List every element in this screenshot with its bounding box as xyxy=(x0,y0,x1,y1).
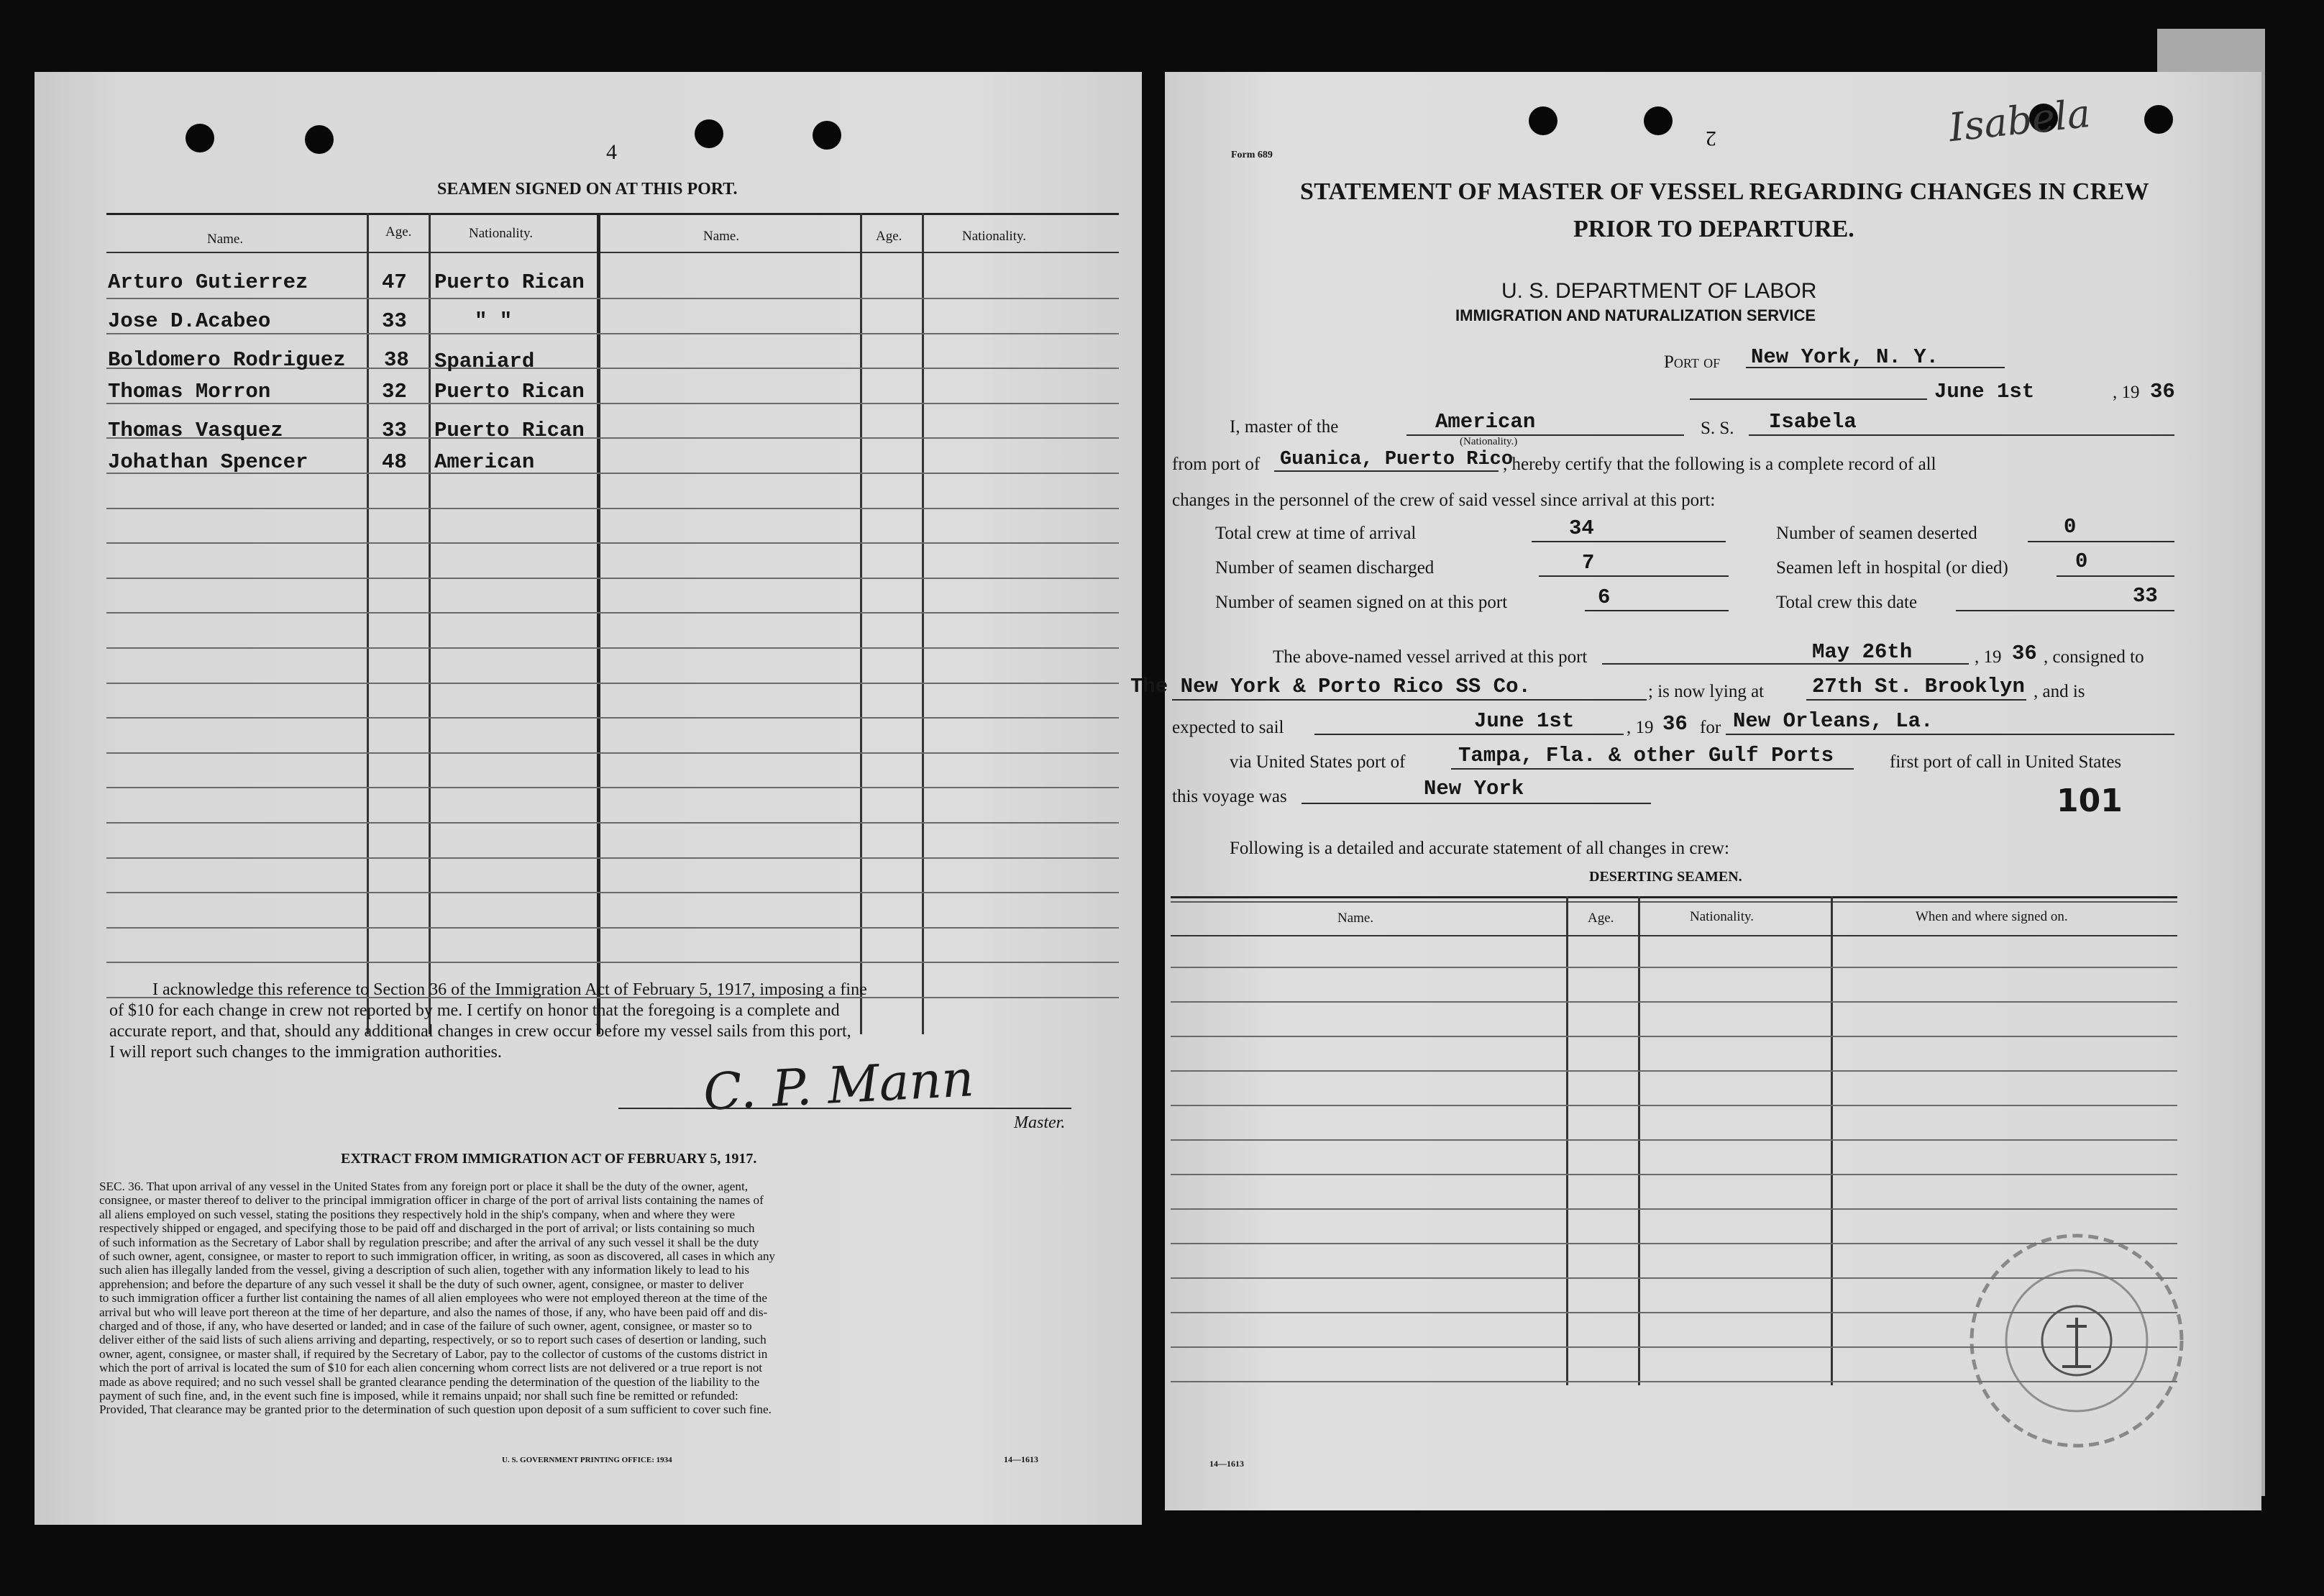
seaman-nationality: Spaniard xyxy=(434,350,535,373)
seaman-nationality: American xyxy=(434,450,535,474)
table-row-rule xyxy=(106,927,1119,929)
table-row-rule xyxy=(1171,1208,2177,1210)
deserting-table-top-inner xyxy=(1171,901,2177,903)
seaman-name: Boldomero Rodriguez xyxy=(108,348,346,372)
column-header-when-where: When and where signed on. xyxy=(1916,909,2068,924)
discharged-line xyxy=(1539,575,1729,577)
table-row-rule xyxy=(106,683,1119,684)
column-header-age: Age. xyxy=(1588,911,1614,926)
total-today-value: 33 xyxy=(2133,584,2158,608)
destination: New Orleans, La. xyxy=(1733,709,1934,733)
signature-line xyxy=(618,1108,1071,1109)
table-top-rule xyxy=(106,213,1119,215)
seaman-age: 38 xyxy=(384,348,409,372)
column-header-nationality: Nationality. xyxy=(469,226,533,241)
table-row-rule xyxy=(106,787,1119,788)
lying-label: ; is now lying at xyxy=(1648,682,1765,701)
expected-line xyxy=(1314,734,1624,735)
seaman-name: Thomas Vasquez xyxy=(108,419,283,442)
arrived-year-prefix: , 19 xyxy=(1975,647,2002,667)
arrived-year: 36 xyxy=(2012,642,2037,665)
master-of-the-label: I, master of the xyxy=(1230,417,1339,437)
table-row-rule xyxy=(106,508,1119,509)
column-divider xyxy=(597,213,600,1034)
corner-note: Isabela xyxy=(1946,90,2092,151)
deserting-table-top xyxy=(1171,896,2177,898)
punch-hole xyxy=(1644,106,1673,135)
stamp-number: 101 xyxy=(2057,783,2123,819)
seaman-name: Thomas Morron xyxy=(108,380,271,403)
following-text: Following is a detailed and accurate statement of all changes in crew: xyxy=(1230,839,1729,858)
lying-value: 27th St. Brooklyn xyxy=(1812,675,2025,698)
extract-line: such alien has illegally landed from the vessel, giving a description of such alien, together with any information likely to lead to his xyxy=(99,1263,750,1277)
vessel-line xyxy=(1749,434,2174,436)
this-voyage-label: this voyage was xyxy=(1172,787,1287,806)
punch-hole xyxy=(1529,106,1557,135)
department: U. S. DEPARTMENT OF LABOR xyxy=(1501,279,1817,303)
acknowledgment-line: I acknowledge this reference to Section 36 of the Immigration Act of February 5, 1917, imposing a fine xyxy=(152,980,867,999)
seaman-name: Arturo Gutierrez xyxy=(108,270,308,294)
column-header-name: Name. xyxy=(207,232,244,247)
and-is-label: , and is xyxy=(2034,682,2085,701)
section-title: SEAMEN SIGNED ON AT THIS PORT. xyxy=(437,180,738,199)
consignee: The New York & Porto Rico SS Co. xyxy=(1130,675,1531,698)
total-crew-value: 34 xyxy=(1569,516,1594,540)
nationality-value: American xyxy=(1435,410,1536,434)
column-divider xyxy=(860,213,862,1034)
seaman-nationality: Puerto Rican xyxy=(434,380,585,403)
arrived-label: The above-named vessel arrived at this port xyxy=(1273,647,1588,667)
voyage-line xyxy=(1301,803,1651,804)
signed-on-label: Number of seamen signed on at this port xyxy=(1215,593,1508,612)
expected-label: expected to sail xyxy=(1172,718,1284,737)
arrived-line xyxy=(1602,663,1969,665)
via-label: via United States port of xyxy=(1230,752,1406,772)
punch-hole xyxy=(813,121,841,150)
extract-line: payment of such fine, and, in the event such fine is imposed, while it remains unpaid; nor shall such fine be remitted or refunded: xyxy=(99,1389,738,1403)
column-header-nationality: Nationality. xyxy=(962,229,1026,244)
extract-line: consignee, or master thereof to deliver to the principal immigration officer in charge of the port of arrival lists containing the names of xyxy=(99,1193,764,1208)
page-mark: 2 xyxy=(1706,127,1716,150)
port-label: Port of xyxy=(1664,352,1721,372)
changes-text: changes in the personnel of the crew of said vessel since arrival at this port: xyxy=(1172,491,1716,510)
column-header-age: Age. xyxy=(876,229,902,244)
lying-line xyxy=(1806,699,2026,701)
via-value: Tampa, Fla. & other Gulf Ports xyxy=(1458,744,1834,767)
acknowledgment-line: I will report such changes to the immigration authorities. xyxy=(109,1043,502,1062)
table-row-rule xyxy=(1171,1105,2177,1106)
right-page xyxy=(1130,72,2261,1510)
form-title: STATEMENT OF MASTER OF VESSEL REGARDING CHANGES IN CREW xyxy=(1300,178,2149,205)
table-row-rule xyxy=(106,298,1119,299)
master-signature: C. P. Mann xyxy=(702,1049,976,1122)
extract-line: of such information as the Secretary of Labor shall by regulation prescribe; and after the arrival of any such vessel it shall be the duty xyxy=(99,1235,759,1249)
form-code: 14—1613 xyxy=(1209,1459,1244,1469)
first-port-label: first port of call in United States xyxy=(1890,752,2122,772)
deserted-value: 0 xyxy=(2064,515,2077,539)
sail-year-prefix: , 19 xyxy=(1627,718,1654,737)
column-header-name: Name. xyxy=(703,229,740,244)
signature-label: Master. xyxy=(1014,1113,1066,1132)
port-value: New York, N. Y. xyxy=(1751,345,1939,369)
table-row-rule xyxy=(106,612,1119,614)
stamp-mark xyxy=(2062,1318,2091,1367)
extract-line: which the port of arrival is located the sum of $10 for each alien concerning whom correct lists are not delivered or a true report is not xyxy=(99,1361,763,1375)
for-label: for xyxy=(1700,718,1721,737)
table-header-rule xyxy=(106,252,1119,253)
total-today-label: Total crew this date xyxy=(1776,593,1918,612)
extract-line: Provided, That clearance may be granted prior to the determination of such question upon deposit of a sum sufficient to cover such fine. xyxy=(99,1403,772,1417)
from-port-label: from port of xyxy=(1172,455,1261,474)
signed-on-value: 6 xyxy=(1598,585,1611,609)
discharged-label: Number of seamen discharged xyxy=(1215,558,1435,578)
table-row-rule xyxy=(106,647,1119,649)
deserted-label: Number of seamen deserted xyxy=(1776,524,1977,543)
certify-text: , hereby certify that the following is a complete record of all xyxy=(1503,455,1936,474)
date-year-prefix: , 19 xyxy=(2113,383,2140,402)
punch-hole xyxy=(695,119,723,148)
form-code: 14—1613 xyxy=(1004,1454,1038,1464)
table-row-rule xyxy=(1171,1174,2177,1175)
punch-hole xyxy=(305,125,334,154)
column-header-nationality: Nationality. xyxy=(1690,909,1754,924)
table-row-rule xyxy=(106,542,1119,544)
extract-line: SEC. 36. That upon arrival of any vessel in the United States from any foreign port or place it shall be the duty of the owner, agent, xyxy=(99,1180,749,1193)
punch-hole xyxy=(2144,105,2173,134)
seaman-nationality: Puerto Rican xyxy=(434,419,585,442)
seaman-age: 47 xyxy=(382,270,407,294)
nationality-line xyxy=(1406,434,1684,436)
table-row-rule xyxy=(1171,1139,2177,1141)
extract-line: respectively shipped or engaged, and specifying those to be paid off and discharged in the port of arrival; or lists containing so much xyxy=(99,1221,755,1236)
seaman-age: 33 xyxy=(382,309,407,333)
deserted-line xyxy=(2028,541,2174,542)
left-page xyxy=(35,72,1142,1525)
table-row-rule xyxy=(1171,1001,2177,1003)
voyage-value: New York xyxy=(1424,777,1524,801)
discharged-value: 7 xyxy=(1582,551,1595,575)
column-divider xyxy=(922,213,924,1034)
column-divider xyxy=(367,213,369,1034)
extract-title: EXTRACT FROM IMMIGRATION ACT OF FEBRUARY 5, 1917. xyxy=(341,1151,757,1167)
from-port-value: Guanica, Puerto Rico xyxy=(1280,449,1514,470)
destination-line xyxy=(1726,734,2174,735)
service: IMMIGRATION AND NATURALIZATION SERVICE xyxy=(1455,306,1816,324)
table-row-rule xyxy=(1171,1036,2177,1037)
seaman-nationality: Puerto Rican xyxy=(434,270,585,294)
total-today-line xyxy=(1956,610,2174,611)
total-crew-label: Total crew at time of arrival xyxy=(1215,524,1417,543)
via-line xyxy=(1451,768,1854,770)
column-header-age: Age. xyxy=(385,224,412,240)
seaman-name: Johathan Spencer xyxy=(108,450,308,474)
table-row-rule xyxy=(1171,967,2177,968)
acknowledgment-line: accurate report, and that, should any additional changes in crew occur before my vessel sails from this port, xyxy=(109,1022,851,1041)
hospital-value: 0 xyxy=(2075,550,2088,573)
hospital-label: Seamen left in hospital (or died) xyxy=(1776,558,2008,578)
table-row-rule xyxy=(106,578,1119,579)
seaman-nationality: " " xyxy=(475,309,513,333)
table-row-rule xyxy=(106,717,1119,719)
immigration-stamp xyxy=(1962,1226,2192,1456)
extract-line: made as above required; and no such vessel shall be granted clearance pending the determination of the question of the liability to the xyxy=(99,1374,760,1389)
hospital-line xyxy=(2057,575,2174,577)
extract-line: apprehension; and before the departure of any such vessel it shall be the duty of such owner, agent, consignee, or master to deliver xyxy=(99,1277,744,1291)
arrived-date: May 26th xyxy=(1812,640,1913,664)
seaman-name: Jose D.Acabeo xyxy=(108,309,271,333)
extract-line: of such owner, agent, consignee, or master to report to such immigration officer, in writing, as soon as discovered, all cases in which any xyxy=(99,1249,776,1263)
table-row-rule xyxy=(106,752,1119,754)
date-line xyxy=(1690,398,1927,400)
from-port-line xyxy=(1274,470,1499,472)
sail-year: 36 xyxy=(1662,712,1688,736)
ss-label: S. S. xyxy=(1701,419,1734,438)
table-row-rule xyxy=(106,857,1119,859)
table-row-rule xyxy=(106,892,1119,893)
vessel-name: Isabela xyxy=(1769,410,1857,434)
punch-hole xyxy=(186,124,214,152)
extract-line: all aliens employed on such vessel, stating the positions they respectively hold in the ship's company, when and where they were xyxy=(99,1207,736,1221)
column-divider xyxy=(429,213,431,1034)
extract-line: deliver either of the said lists of such aliens arriving and departing, respectively, or so to report such cases of desertion or landing, such xyxy=(99,1333,767,1347)
page-number: 4 xyxy=(606,140,617,164)
date-year: 36 xyxy=(2150,380,2175,403)
column-header-name: Name. xyxy=(1337,911,1374,926)
extract-line: to such immigration officer a further list containing the names of all alien employees who were not employed thereon at the time of the xyxy=(99,1291,767,1305)
seaman-age: 33 xyxy=(382,419,407,442)
form-number: Form 689 xyxy=(1231,150,1273,160)
form-title-line2: PRIOR TO DEPARTURE. xyxy=(1573,216,1854,242)
sail-date: June 1st xyxy=(1474,709,1575,733)
seaman-age: 32 xyxy=(382,380,407,403)
acknowledgment-line: of $10 for each change in crew not reported by me. I certify on honor that the foregoing is a complete and xyxy=(109,1001,840,1020)
extract-line: owner, agent, consignee, or master shall, if required by the Secretary of Labor, pay to the collector of customs of the customs district in xyxy=(99,1346,768,1361)
date-value: June 1st xyxy=(1934,380,2035,403)
nationality-caption: (Nationality.) xyxy=(1460,436,1518,447)
table-row-rule xyxy=(106,822,1119,824)
consignee-line xyxy=(1172,699,1647,701)
printer-imprint: U. S. GOVERNMENT PRINTING OFFICE: 1934 xyxy=(502,1456,672,1464)
table-row-rule xyxy=(106,962,1119,963)
extract-line: charged and of those, if any, who have deserted or landed; and in case of the failure of such owner, agent, consignee, or master so to xyxy=(99,1319,752,1333)
consigned-label: , consigned to xyxy=(2044,647,2144,667)
total-crew-line xyxy=(1532,541,1726,542)
extract-line: arrival but who will leave port thereon at the time of her departure, and also the names of those, if any, who have been paid off and dis- xyxy=(99,1305,768,1319)
deserting-header-rule xyxy=(1171,935,2177,936)
signed-on-line xyxy=(1585,610,1729,611)
table-row-rule xyxy=(1171,1070,2177,1072)
deserting-title: DESERTING SEAMEN. xyxy=(1589,869,1742,885)
seaman-age: 48 xyxy=(382,450,407,474)
